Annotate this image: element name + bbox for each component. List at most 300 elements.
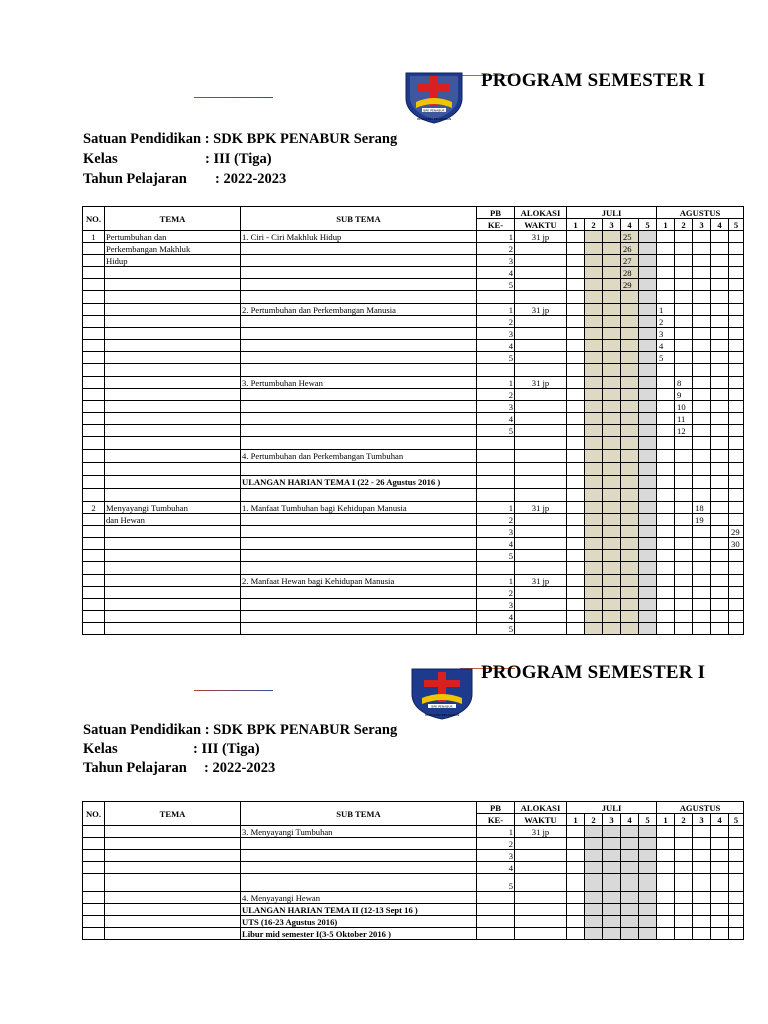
table-cell: [603, 463, 621, 476]
table-cell: [585, 401, 603, 413]
table-cell: [657, 243, 675, 255]
week-header: 3: [603, 814, 621, 826]
decorative-line: [194, 97, 273, 98]
table-cell: [657, 463, 675, 476]
table-cell: [515, 538, 567, 550]
table-cell: 2: [477, 587, 515, 599]
table-cell: [675, 291, 693, 304]
table-cell: [693, 904, 711, 916]
table-cell: [675, 463, 693, 476]
table-cell: [729, 502, 744, 514]
table-cell: [729, 352, 744, 364]
table-cell: [515, 526, 567, 538]
table-cell: [639, 826, 657, 838]
table-cell: 31 jp: [515, 304, 567, 316]
table-cell: [83, 526, 105, 538]
table-cell: [567, 291, 585, 304]
week-header: 4: [711, 219, 729, 231]
table-cell: [729, 401, 744, 413]
header-no: NO.: [83, 802, 105, 826]
table-cell: [639, 599, 657, 611]
table-cell: [585, 526, 603, 538]
tahun-value: : 2022-2023: [215, 171, 287, 187]
table-cell: [603, 562, 621, 575]
table-cell: [621, 526, 639, 538]
table-cell: [241, 611, 477, 623]
table-cell: [657, 377, 675, 389]
table-cell: 26: [621, 243, 639, 255]
header-agustus: AGUSTUS: [657, 802, 744, 814]
table-cell: [621, 304, 639, 316]
table-cell: [729, 826, 744, 838]
table-cell: [693, 526, 711, 538]
subtema: 4. Pertumbuhan dan Perkembangan Tumbuhan: [241, 450, 477, 463]
table-cell: [241, 526, 477, 538]
table-cell: [567, 575, 585, 587]
week-header: 4: [621, 814, 639, 826]
table-cell: [477, 450, 515, 463]
table-cell: [675, 502, 693, 514]
table-cell: [241, 267, 477, 279]
table-cell: [693, 850, 711, 862]
table-cell: 25: [621, 231, 639, 243]
table-cell: [729, 623, 744, 635]
table-cell: 1: [477, 502, 515, 514]
table-cell: [711, 850, 729, 862]
table-cell: [515, 928, 567, 940]
table-cell: [241, 291, 477, 304]
kelas-label: Kelas: [83, 741, 118, 757]
table-row: [83, 425, 744, 437]
header-juli: JULI: [567, 802, 657, 814]
table-cell: [621, 928, 639, 940]
table-cell: [83, 587, 105, 599]
table-cell: [621, 389, 639, 401]
table-cell: [657, 279, 675, 291]
table-cell: [621, 476, 639, 489]
table-cell: [711, 316, 729, 328]
table-cell: [621, 425, 639, 437]
table-cell: [567, 850, 585, 862]
table-cell: [675, 838, 693, 850]
table-cell: [241, 489, 477, 502]
week-header: 3: [693, 814, 711, 826]
table-cell: [639, 476, 657, 489]
table-cell: 1: [477, 231, 515, 243]
table-cell: [585, 514, 603, 526]
table-cell: [639, 575, 657, 587]
table-cell: [567, 231, 585, 243]
table-cell: [639, 389, 657, 401]
table-cell: [515, 340, 567, 352]
table-cell: [105, 437, 241, 450]
table-cell: 2: [477, 316, 515, 328]
table-cell: [83, 904, 105, 916]
table-cell: [729, 413, 744, 425]
table-cell: [83, 425, 105, 437]
table-cell: [603, 826, 621, 838]
table-cell: [639, 364, 657, 377]
table-cell: [515, 425, 567, 437]
table-cell: [603, 255, 621, 267]
table-cell: [693, 231, 711, 243]
table-cell: [621, 892, 639, 904]
table-cell: 31 jp: [515, 502, 567, 514]
table-cell: [585, 550, 603, 562]
section-page-2: [0, 660, 768, 1024]
table-cell: [567, 838, 585, 850]
table-cell: [657, 489, 675, 502]
table-cell: [621, 562, 639, 575]
table-cell: [241, 838, 477, 850]
table-cell: [585, 340, 603, 352]
table-cell: [711, 826, 729, 838]
table-cell: [567, 437, 585, 450]
table-cell: [83, 267, 105, 279]
table-cell: [83, 389, 105, 401]
table-cell: [693, 862, 711, 874]
header-waktu: WAKTU: [515, 219, 567, 231]
table-cell: [105, 562, 241, 575]
table-cell: [693, 562, 711, 575]
table-cell: [83, 623, 105, 635]
table-cell: [729, 463, 744, 476]
table-cell: [585, 538, 603, 550]
table-cell: 2: [657, 316, 675, 328]
table-row: [83, 850, 744, 862]
table-row: [83, 587, 744, 599]
table-row: [83, 838, 744, 850]
table-cell: [639, 340, 657, 352]
table-cell: 3: [477, 401, 515, 413]
table-cell: [657, 255, 675, 267]
table-cell: [477, 904, 515, 916]
program-table-2: [82, 801, 744, 940]
table-cell: [711, 599, 729, 611]
table-cell: [585, 892, 603, 904]
table-cell: [639, 255, 657, 267]
table-cell: [639, 862, 657, 874]
table-cell: [585, 279, 603, 291]
table-cell: [729, 892, 744, 904]
table-row: [83, 413, 744, 425]
table-cell: [105, 279, 241, 291]
table-cell: [603, 575, 621, 587]
table-cell: [105, 425, 241, 437]
table-cell: [603, 377, 621, 389]
table-cell: [639, 304, 657, 316]
table-cell: 3: [477, 850, 515, 862]
table-cell: [675, 928, 693, 940]
table-cell: [639, 450, 657, 463]
table-cell: [567, 413, 585, 425]
table-cell: [711, 364, 729, 377]
table-cell: [711, 340, 729, 352]
table-cell: dan Hewan: [105, 514, 241, 526]
table-cell: [515, 255, 567, 267]
table-cell: [585, 267, 603, 279]
table-cell: [567, 538, 585, 550]
table-cell: [729, 231, 744, 243]
table-cell: [693, 413, 711, 425]
table-cell: [567, 316, 585, 328]
table-cell: [83, 364, 105, 377]
table-cell: [657, 413, 675, 425]
table-cell: [585, 437, 603, 450]
table-cell: [675, 255, 693, 267]
school-logo: [404, 72, 464, 124]
table-cell: [515, 489, 567, 502]
table-cell: [603, 401, 621, 413]
table-cell: [657, 450, 675, 463]
table-cell: [711, 502, 729, 514]
table-cell: [83, 476, 105, 489]
table-cell: [515, 904, 567, 916]
table-cell: [567, 279, 585, 291]
table-cell: [711, 389, 729, 401]
table-cell: 2: [477, 243, 515, 255]
table-cell: [675, 267, 693, 279]
header-tema: TEMA: [105, 802, 241, 826]
logo-name: BPK PENABUR: [431, 704, 453, 709]
table-cell: [639, 425, 657, 437]
table-cell: [693, 352, 711, 364]
header-subtema: SUB TEMA: [241, 802, 477, 826]
table-cell: [83, 377, 105, 389]
table-cell: [105, 587, 241, 599]
table-cell: [105, 450, 241, 463]
tahun-label: Tahun Pelajaran: [83, 760, 187, 776]
table-cell: [515, 437, 567, 450]
table-cell: [241, 243, 477, 255]
table-cell: [241, 279, 477, 291]
table-cell: [603, 526, 621, 538]
table-cell: [241, 389, 477, 401]
table-cell: Pertumbuhan dan: [105, 231, 241, 243]
table-cell: [675, 352, 693, 364]
table-cell: [567, 587, 585, 599]
table-cell: [729, 575, 744, 587]
table-cell: [83, 279, 105, 291]
table-cell: [729, 279, 744, 291]
table-cell: [711, 538, 729, 550]
table-cell: [585, 231, 603, 243]
table-cell: [621, 377, 639, 389]
table-cell: [83, 599, 105, 611]
header-waktu: WAKTU: [515, 814, 567, 826]
table-cell: [729, 304, 744, 316]
table-cell: 31 jp: [515, 575, 567, 587]
table-cell: [603, 340, 621, 352]
table-cell: [711, 231, 729, 243]
table-cell: [105, 538, 241, 550]
table-cell: [603, 450, 621, 463]
table-cell: [567, 892, 585, 904]
subtema: 3. Menyayangi Tumbuhan: [241, 826, 477, 838]
table-row: [83, 874, 744, 892]
school-info: [83, 129, 397, 189]
table-cell: [105, 904, 241, 916]
table-cell: 1: [657, 304, 675, 316]
table-cell: [515, 599, 567, 611]
table-cell: [657, 267, 675, 279]
table-cell: 4: [477, 862, 515, 874]
table-cell: [657, 611, 675, 623]
table-row: [83, 916, 744, 928]
table-cell: [105, 328, 241, 340]
table-row: [83, 502, 744, 514]
table-cell: [477, 291, 515, 304]
table-row: [83, 340, 744, 352]
table-cell: [603, 862, 621, 874]
table-cell: [567, 599, 585, 611]
table-cell: [729, 291, 744, 304]
table-cell: 4: [477, 538, 515, 550]
table-cell: [711, 916, 729, 928]
table-cell: [711, 489, 729, 502]
table-cell: [657, 562, 675, 575]
logo-motto: IMAN ILMU PELAYANAN: [416, 117, 452, 121]
table-cell: 5: [477, 550, 515, 562]
table-row: [83, 255, 744, 267]
table-cell: [729, 255, 744, 267]
table-cell: 10: [675, 401, 693, 413]
table-cell: [477, 364, 515, 377]
table-cell: [477, 562, 515, 575]
table-row: [83, 316, 744, 328]
table-row: [83, 231, 744, 243]
table-cell: [83, 550, 105, 562]
table-cell: [675, 587, 693, 599]
table-cell: [639, 437, 657, 450]
school-logo: [408, 668, 476, 720]
week-header: 4: [621, 219, 639, 231]
table-cell: 1: [477, 377, 515, 389]
table-cell: [693, 340, 711, 352]
table-cell: [729, 476, 744, 489]
table-cell: [621, 463, 639, 476]
table-cell: [657, 550, 675, 562]
table-cell: [105, 413, 241, 425]
table-cell: [585, 243, 603, 255]
table-row: [83, 575, 744, 587]
program-table-1: [82, 206, 744, 635]
table-cell: [105, 862, 241, 874]
table-cell: [567, 904, 585, 916]
table-cell: [639, 463, 657, 476]
table-cell: [711, 279, 729, 291]
table-cell: [675, 328, 693, 340]
table-cell: [585, 904, 603, 916]
table-row: [83, 489, 744, 502]
table-cell: [105, 826, 241, 838]
libur-mid-semester: Libur mid semester I(3-5 Oktober 2016 ): [241, 928, 477, 940]
table-cell: [621, 340, 639, 352]
table-cell: [105, 364, 241, 377]
table-cell: Perkembangan Makhluk: [105, 243, 241, 255]
header-pb: PB: [477, 802, 515, 814]
table-cell: [585, 255, 603, 267]
table-cell: [621, 502, 639, 514]
table-cell: [675, 279, 693, 291]
table-cell: [567, 377, 585, 389]
table-cell: [729, 862, 744, 874]
week-header: 1: [657, 219, 675, 231]
table-cell: [241, 514, 477, 526]
table-cell: [105, 599, 241, 611]
table-cell: [105, 550, 241, 562]
table-cell: 31 jp: [515, 826, 567, 838]
table-cell: [621, 838, 639, 850]
table-cell: 5: [477, 425, 515, 437]
table-cell: [83, 826, 105, 838]
table-cell: 12: [675, 425, 693, 437]
table-cell: [83, 450, 105, 463]
satuan-label: Satuan Pendidikan: [83, 722, 202, 738]
table-cell: [105, 352, 241, 364]
table-cell: [603, 364, 621, 377]
table-cell: [693, 328, 711, 340]
header-juli: JULI: [567, 207, 657, 219]
table-row: [83, 862, 744, 874]
table-cell: [567, 928, 585, 940]
table-cell: [515, 862, 567, 874]
table-cell: [603, 304, 621, 316]
table-cell: 3: [477, 599, 515, 611]
ulangan-harian: ULANGAN HARIAN TEMA I (22 - 26 Agustus 2016 ): [241, 476, 477, 489]
table-cell: 3: [477, 526, 515, 538]
tahun-label: Tahun Pelajaran: [83, 171, 187, 187]
table-cell: [567, 476, 585, 489]
table-cell: [711, 611, 729, 623]
table-cell: [729, 364, 744, 377]
table-row: [83, 611, 744, 623]
table-cell: [693, 550, 711, 562]
logo-motto: IMAN ILMU PELAYANAN: [424, 713, 460, 717]
week-header: 2: [585, 814, 603, 826]
table-cell: 5: [477, 279, 515, 291]
table-cell: [729, 243, 744, 255]
table-cell: [711, 575, 729, 587]
table-cell: [515, 550, 567, 562]
table-cell: [241, 587, 477, 599]
table-cell: [105, 291, 241, 304]
table-cell: [711, 892, 729, 904]
table-cell: [657, 826, 675, 838]
table-cell: [639, 328, 657, 340]
table-cell: [657, 838, 675, 850]
table-cell: [711, 267, 729, 279]
table-cell: [729, 450, 744, 463]
header-tema: TEMA: [105, 207, 241, 231]
table-cell: [657, 231, 675, 243]
page-title: PROGRAM SEMESTER I: [481, 662, 706, 683]
table-cell: 1: [477, 304, 515, 316]
table-cell: [621, 328, 639, 340]
table-cell: [603, 489, 621, 502]
table-cell: [105, 526, 241, 538]
table-cell: [83, 916, 105, 928]
table-cell: [567, 826, 585, 838]
table-cell: [729, 611, 744, 623]
table-cell: [603, 267, 621, 279]
table-cell: [657, 892, 675, 904]
table-cell: [675, 450, 693, 463]
satuan-label: Satuan Pendidikan: [83, 131, 202, 147]
table-cell: [105, 623, 241, 635]
table-cell: [621, 874, 639, 892]
table-cell: [567, 562, 585, 575]
